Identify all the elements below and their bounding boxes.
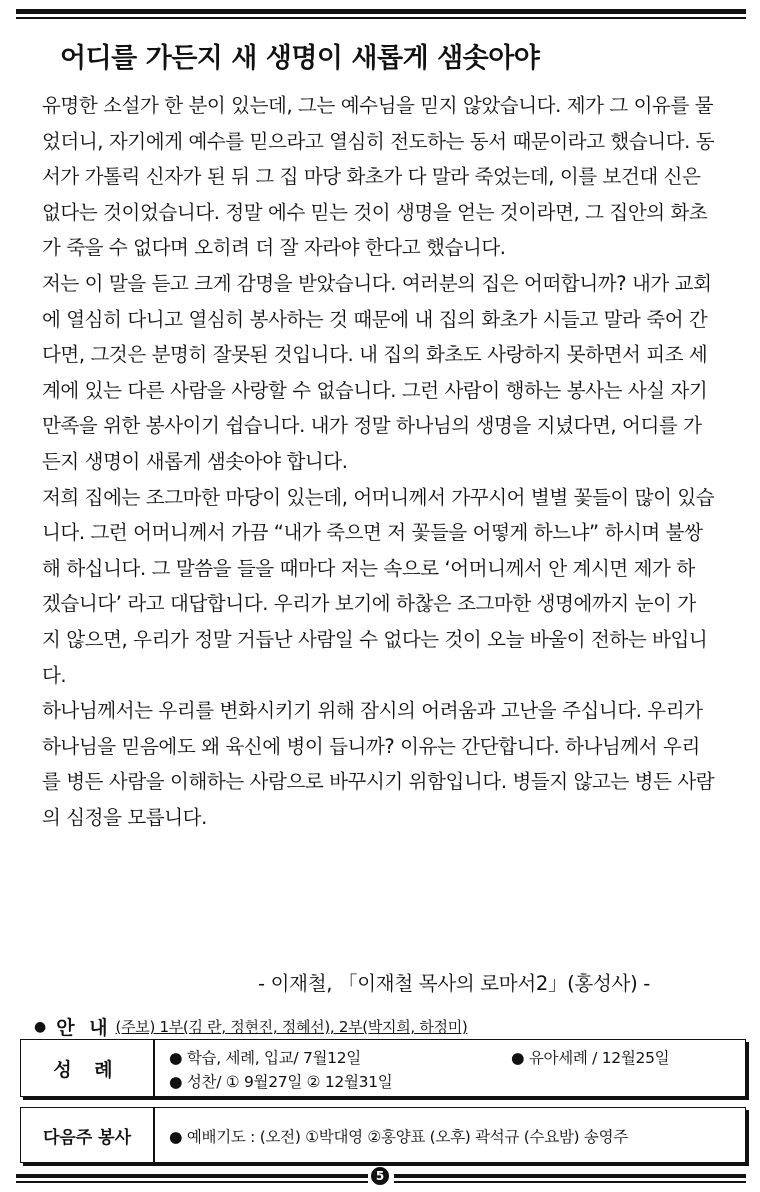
- next-week-line: ● 예배기도 : (오전) ①박대영 ②홍양표 (오후) 곽석규 (수요밤) 송영주: [169, 1128, 628, 1146]
- page-title: 어디를 가든지 새 생명이 새롭게 샘솟아야: [60, 43, 540, 74]
- footer-rule-left: [16, 1174, 368, 1178]
- page-number: 5: [371, 1167, 389, 1185]
- footer-rule-left-thin: [16, 1181, 368, 1183]
- sacraments-label-box: [20, 1039, 154, 1097]
- sacraments-label: 성 례: [53, 1058, 121, 1081]
- sacraments-line-1-right: ● 유아세례 / 12월25일: [511, 1049, 670, 1067]
- footer-rule: [16, 1167, 746, 1185]
- paragraph-1: 유명한 소설가 한 분이 있는데, 그는 예수님을 믿지 않았습니다. 제가 그 이유를 물 었더니, 자기에게 예수를 믿으라고 열심히 전도하는 동서 때문이라고 했습니다. 동 서가 가톨릭 신자가 된 뒤 그 집 마당 화초가 다 말라 죽었는데, 이를 보건대 신은 없다는 것이었습니다. 정말 에수 믿는 것이 생명을 얻는 것이라면, 그 집안의 화초 가 죽을 수 없다며 오히려 더 잘 자라야 한다고 했습니다.: [42, 94, 715, 260]
- top-rule-thin: [16, 17, 746, 19]
- footer-rule-right-thin: [394, 1181, 746, 1183]
- top-rule-thick: [16, 9, 746, 14]
- next-week-content-box: [154, 1107, 746, 1163]
- sacraments-line-2: ● 성찬/ ① 9월27일 ② 12월31일: [169, 1073, 393, 1091]
- bullet-icon: ●: [34, 1018, 47, 1035]
- next-week-label: 다음주 봉사: [42, 1127, 132, 1148]
- paragraph-2: 저는 이 말을 듣고 크게 감명을 받았습니다. 여러분의 집은 어떠합니까? 내가 교회 에 열심히 다니고 열심히 봉사하는 것 때문에 내 집의 화초가 시들고 말라 죽어 간 다면, 그것은 분명히 잘못된 것입니다. 내 집의 화초도 사랑하지 못하면서 피조 세 계에 있는 다른 사람을 사랑할 수 없습니다. 그런 사람이 행하는 봉사는 사실 자기 만족을 위한 봉사이기 쉽습니다. 내가 정말 하나님의 생명을 지녔다면, 어디를 가 든지 생명이 새롭게 샘솟아야 합니다.: [42, 271, 712, 473]
- paragraph-3: 저희 집에는 조그마한 마당이 있는데, 어머니께서 가꾸시어 별별 꽃들이 많이 있습 니다. 그런 어머니께서 가끔 “내가 죽으면 저 꽃들을 어떻게 하느냐” 하시며 불쌍 해 하십니다. 그 말씀을 들을 때마다 저는 속으로 ‘어머니께서 안 계시면 제가 하 겠습니다’ 라고 대답합니다. 우리가 보기에 하찮은 조그마한 생명에까지 눈이 가 지 않으면, 우리가 정말 거듭난 사람일 수 없다는 것이 오늘 바울이 전하는 바입니 다.: [42, 485, 715, 687]
- sacraments-content-box: [154, 1039, 746, 1097]
- sacraments-line-1: ● 학습, 세례, 입교/ 7월12일: [169, 1049, 361, 1067]
- footer-rule-right: [394, 1174, 746, 1178]
- source-citation: - 이재철, 「이재철 목사의 로마서2」(홍성사) -: [258, 972, 651, 995]
- notice-detail: (주보) 1부(김 란, 정현진, 정혜선), 2부(박지희, 하정미): [115, 1018, 468, 1036]
- article-body: [42, 88, 730, 835]
- notice-line: [34, 1013, 467, 1040]
- paragraph-4: 하나님께서는 우리를 변화시키기 위해 잠시의 어려움과 고난을 주십니다. 우리가 하나님을 믿음에도 왜 육신에 병이 듭니까? 이유는 간단합니다. 하나님께서 우리 를 병든 사람을 이해하는 사람으로 바꾸시기 위함입니다. 병들지 않고는 병든 사람 의 심정을 모릅니다.: [42, 699, 715, 829]
- next-week-label-box: [20, 1107, 154, 1163]
- notice-heading: 안 내: [56, 1017, 112, 1039]
